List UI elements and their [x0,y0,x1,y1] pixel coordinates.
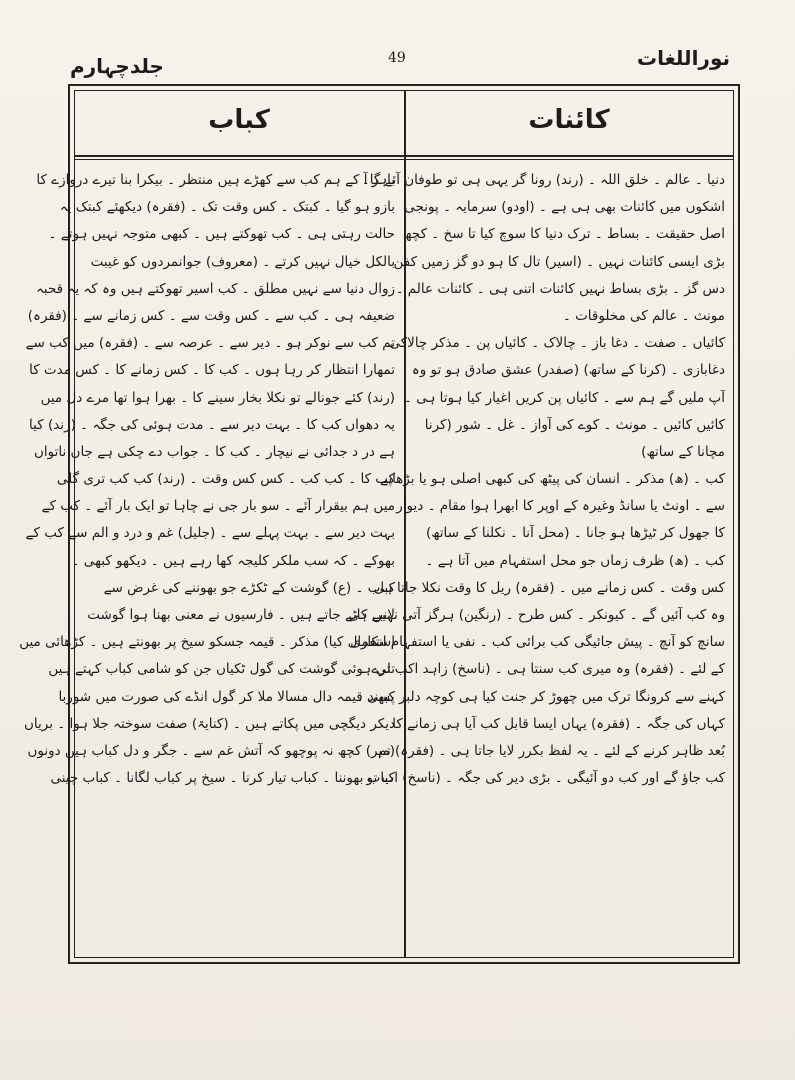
text-line: میں ہم بیقرار آئے ۔ سو بار جی نے چاہا تو ایک بار آئے ۔ کب کے [41,498,395,515]
text-line: یہ دھواں کب کا ۔ بہت دیر سے ۔ مدت ہوئی کی جگہ ۔ (رند) کیا [29,416,395,433]
text-line: دیکر دیگچی میں پکاتے ہیں ۔ (کنایۃ) صفت سوختہ جلا ہوا ۔ بریاں [23,715,395,732]
text-line: کباب ۔ (ع) گوشت کے ٹکڑے جو بھوننے کی غرض سے [103,579,395,596]
text-line: باہر آ کے ہم کب سے کھڑے ہیں منتظر ۔ بیکرا بنا تیرے دروازے کا [36,172,395,188]
text-line: سانچ کو آنچ ۔ پیش جائیگی کب برائی کب ۔ نفی یا استفہام انکاری [350,634,725,651]
text-line: بہت دیر سے ۔ بہت پہلے سے ۔ (جلیل) غم و درد و الم سے کب کے [25,525,395,542]
book-title: نوراللغات [637,46,730,70]
running-head [70,44,730,78]
page-number: 49 [388,50,406,66]
text-line: ہے در د جدائی نے نیچار ۔ کب کا ۔ جواب دے چکی ہے جان ناتواں [33,443,395,460]
text-line: دغابازی ۔ (کرنا کے ساتھ) (صفدر) عشق صادق ہو تو وہ [411,362,725,379]
text-line: آپ ملیں گے ہم سے ۔ کائیاں پن کریں اغیار کیا ہوتا ہی ۔ [404,389,725,406]
text-line: لانبے کاٹے جاتے ہیں ۔ فارسیوں نے معنی بھنا ہوا گوشت [87,607,395,623]
text-line: بازو ہو گیا ۔ کبتک ۔ کس وقت تک ۔ (فقرہ) دیکھئے کبتک یہ [59,199,395,216]
text-line: (میر) کچھ نہ پوچھو کہ آتش غم سے ۔ جگر و دل کباب ہیں دونوں [27,742,395,759]
text-line: بڑی ایسی کائنات نہیں ۔ (اسیر) تال کا ہو دو گز زمیں کفن [393,253,725,270]
text-line: کب جاؤ گے اور کب دو آئیگی ۔ بڑی دیر کی جگہ ۔ (ناسخ) اب تو [366,770,725,787]
right-column-text [348,167,725,957]
text-line: بالکل خیال نہیں کرتے ۔ (معروف) جوانمردوں کو غیبت [90,253,395,270]
text-line: کائیں کائیں ۔ مونث ۔ کوے کی آواز ۔ غل ۔ شور (کرنا [424,416,725,433]
text-line: اشکوں میں کائنات بھی ہی ہے ۔ (اودو) سرمایہ ۔ پونجی [404,199,725,216]
text-line: تلی ہوئی گوشت کی گول ٹکیاں جن کو شامی کباب کہتے ہیں [48,661,395,678]
text-line: کائیاں ۔ صفت ۔ دغا باز ۔ چالاک ۔ کائیاں پن ۔ مذکر چالاکی [389,335,725,352]
text-line: کب کا ۔ کب کب ۔ کس کس وقت ۔ (رند) کب کب تری گلی [56,471,395,488]
text-line: دس گز ۔ بڑی بساط نہیں کائنات اتنی ہی ۔ کائنات عالم ۔ [395,280,725,297]
text-line: زوال دنیا سے نہیں مطلق ۔ کب اسیر تھوکتے ہیں وہ کہ یہ قحبہ [35,280,395,297]
text-line: مچانا کے ساتھ) [641,443,725,460]
text-line: سے ۔ اونٹ یا سانڈ وغیرہ کے اوپر کا ابھرا ہوا مقام ۔ دیوار [396,498,725,515]
page-frame [19,84,740,964]
text-line: کہنے سے کرونگا ترک میں چھوڑ کر جنت کیا ہی کوچہ دلبر پسند ۔ [355,688,725,705]
text-line: ضعیفہ ہی ۔ کب سے ۔ کس وقت سے ۔ کس زمانے سے ۔ (فقرہ) [27,307,395,324]
left-column-text [19,167,395,957]
text-line: کا جھول کر ٹیڑھا ہو جانا ۔ (محل آنا ۔ نکلنا کے ساتھ) [425,525,725,542]
text-line: تمھارا انتظار کر رہا ہوں ۔ کب کا ۔ کس زمانے کا ۔ کس مدت کا [29,362,395,379]
text-line: کبھی قیمہ دال مسالا ملا کر گول انڈے کی صورت میں شوربا [58,688,395,705]
text-line: کب ۔ (ھ) مذکر ۔ انسان کی پیٹھ کی کبھی اصلی ہو یا بڑھاپے [380,471,725,488]
text-line: دنیا ۔ عالم ۔ خلق اللہ ۔ (رند) رونا گر یہی ہی تو طوفان آئے گا۔ [361,172,725,188]
text-line: کباب بھوننا ۔ کباب تیار کرنا ۔ سیخ پر کباب لگانا ۔ کباب چینی [50,770,395,787]
left-column-heading: کباب [208,105,270,135]
right-column-heading: کائنات [528,105,610,135]
text-line: بھوکے ۔ کہ سب ملکر کلیجہ کھا رہے ہیں ۔ دیکھو کبھی ۔ [71,552,395,569]
text-line: (رند) کئے جونالے تو نکلا بخار سینے کا ۔ بھرا ہوا تھا مرے دل میں [40,389,395,406]
text-line: کس وقت ۔ کس زمانے میں ۔ (فقرہ) ریل کا وقت نکلا جاتا ہی [373,579,725,596]
text-line: کب ۔ (ھ) ظرف زماں جو محل استفہام میں آتا ہے ۔ [425,552,725,569]
text-line: وہ کب آئیں گے ۔ کیونکر ۔ کس طرح ۔ (رنگین) ہرگز آتی نہیں ہی [348,607,725,623]
page-frame-inner [19,90,734,958]
volume-label: جلدچہارم [70,54,164,78]
text-line: حالت رہتی ہی ۔ کب تھوکتے ہیں ۔ کبھی متوجہ نہیں ہوتے ۔ [48,226,395,243]
text-line: تم کب سے نوکر ہو ۔ دیر سے ۔ عرصہ سے ۔ (فقرہ) میں کب سے [25,335,395,352]
text-line: کہاں کی جگہ ۔ (فقرہ) یہاں ایسا قابل کب آیا ہی زمانے کا [392,715,725,732]
text-line: کے لئے ۔ (فقرہ) وہ میری کب سنتا ہی ۔ (ناسخ) زاہد اکب ترے [371,661,725,678]
text-line: بُعد ظاہر کرنے کے لئے ۔ یہ لفظ بکرر لایا جاتا ہی ۔ (فقرہ) تم [377,742,725,759]
text-line: اصل حقیقت ۔ بساط ۔ ترک دنیا کا سوچ کیا تا سخ ۔ کچھ [403,226,725,243]
text-line: استعمال کیا) مذکر ۔ قیمہ جسکو سیخ پر بھونتے ہیں ۔ کڑھائی میں [19,634,395,651]
text-line: مونث ۔ عالم کی مخلوقات ۔ [562,307,725,324]
